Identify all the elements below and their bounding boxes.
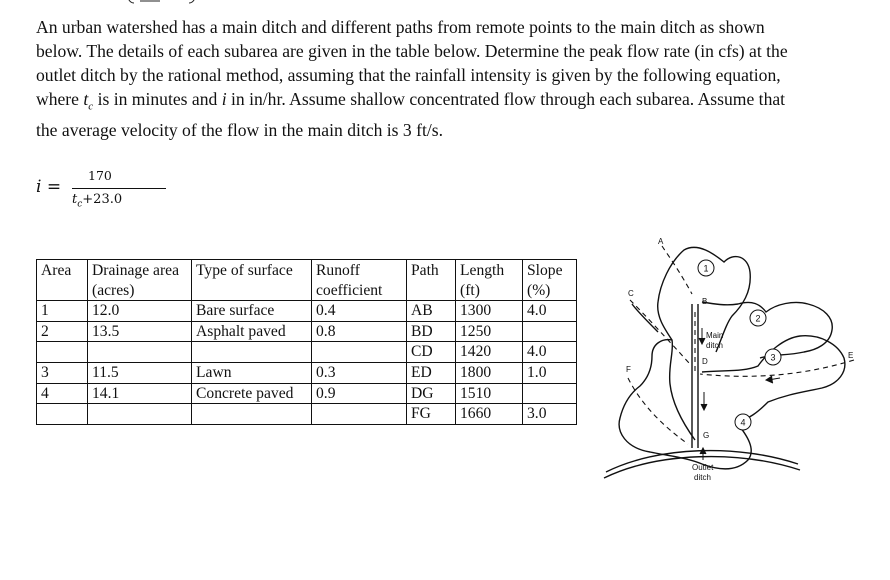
cell-area <box>37 404 88 425</box>
watershed-sketch <box>598 232 858 494</box>
cell-path: CD <box>407 342 456 363</box>
cell-path: AB <box>407 301 456 322</box>
point-c-label: C <box>628 289 634 298</box>
table-header-row <box>37 260 577 301</box>
subarea-table <box>36 259 577 425</box>
cell-area: 3 <box>37 362 88 383</box>
cell-drainage: 13.5 <box>88 321 192 342</box>
cell-slope <box>523 321 577 342</box>
cell-slope: 4.0 <box>523 342 577 363</box>
cell-path: ED <box>407 362 456 383</box>
cell-runoff <box>312 404 407 425</box>
header-area: Area <box>37 260 88 301</box>
flow-arrow-main-ditch <box>699 328 705 344</box>
outlet-ditch-label-1: Outlet <box>692 463 714 472</box>
table-row <box>37 342 577 363</box>
table-row <box>37 383 577 404</box>
flow-arrow-outlet <box>700 448 706 460</box>
cell-slope <box>523 383 577 404</box>
cell-runoff: 0.4 <box>312 301 407 322</box>
area-2-label: 2 <box>755 313 761 324</box>
cell-slope: 3.0 <box>523 404 577 425</box>
main-ditch-label-2: ditch <box>706 341 723 350</box>
cell-surface-type: Lawn <box>192 362 312 383</box>
cell-runoff: 0.3 <box>312 362 407 383</box>
point-d-label: D <box>702 357 708 366</box>
header-slope: Slope (%) <box>523 260 577 301</box>
cell-length: 1660 <box>456 404 523 425</box>
cell-surface-type: Concrete paved <box>192 383 312 404</box>
area-4-label: 4 <box>740 417 746 428</box>
equation-numerator: 170 <box>88 168 112 183</box>
cell-length: 1250 <box>456 321 523 342</box>
table-row <box>37 404 577 425</box>
cell-length: 1510 <box>456 383 523 404</box>
cell-surface-type: Asphalt paved <box>192 321 312 342</box>
cell-runoff: 0.9 <box>312 383 407 404</box>
point-b-label: B <box>702 297 708 306</box>
header-path: Path <box>407 260 456 301</box>
cell-path: DG <box>407 383 456 404</box>
cell-area: 4 <box>37 383 88 404</box>
cell-area <box>37 342 88 363</box>
table-row <box>37 321 577 342</box>
cell-drainage <box>88 342 192 363</box>
point-e-label: E <box>848 351 854 360</box>
fraction-bar <box>72 188 166 189</box>
flow-arrow-area-3 <box>766 376 780 383</box>
outlet-ditch-label-2: ditch <box>694 473 711 482</box>
subarea-left-boundary <box>632 304 658 332</box>
cell-surface-type <box>192 342 312 363</box>
cropped-text-remnant <box>0 0 890 6</box>
cell-surface-type: Bare surface <box>192 301 312 322</box>
point-g-label: G <box>703 431 710 440</box>
main-ditch-label-1: Main <box>706 331 724 340</box>
header-length: Length (ft) <box>456 260 523 301</box>
cell-area: 2 <box>37 321 88 342</box>
cell-surface-type <box>192 404 312 425</box>
flow-path-ab <box>662 246 692 294</box>
cell-drainage: 12.0 <box>88 301 192 322</box>
subarea-4-boundary <box>619 340 751 469</box>
subarea-1-boundary <box>658 247 751 440</box>
cell-drainage: 11.5 <box>88 362 192 383</box>
cell-runoff: 0.8 <box>312 321 407 342</box>
flow-path-cd <box>630 300 690 364</box>
cell-slope: 1.0 <box>523 362 577 383</box>
table-row <box>37 301 577 322</box>
cell-drainage <box>88 404 192 425</box>
header-drainage: Drainage area (acres) <box>88 260 192 301</box>
cell-length: 1300 <box>456 301 523 322</box>
header-surface-type: Type of surface <box>192 260 312 301</box>
equation-lhs: i = <box>36 177 62 197</box>
table-row <box>37 362 577 383</box>
equation-denominator: $t_c+23.0$ <box>72 192 123 210</box>
rainfall-intensity-equation <box>36 168 156 214</box>
flow-arrow-lower-ditch <box>701 392 707 410</box>
cell-path: BD <box>407 321 456 342</box>
cell-drainage: 14.1 <box>88 383 192 404</box>
cell-slope: 4.0 <box>523 301 577 322</box>
header-runoff: Runoff coefficient <box>312 260 407 301</box>
cell-length: 1420 <box>456 342 523 363</box>
cell-area: 1 <box>37 301 88 322</box>
point-a-label: A <box>658 237 664 246</box>
cell-length: 1800 <box>456 362 523 383</box>
cell-runoff <box>312 342 407 363</box>
point-f-label: F <box>626 365 631 374</box>
cell-path: FG <box>407 404 456 425</box>
area-1-label: 1 <box>703 263 709 274</box>
problem-statement: An urban watershed has a main ditch and different paths from remote points to the main ditch as shown below. The details of each subarea are given in the table below. Determine the peak flow rate (in cfs) at the outlet ditch by the rational method, assuming that the rainfall intensity is given by the following equation, where $t_c$ is in minutes and i in in/hr. Assume shallow concentrated flow through each subarea. Assume that the average velocity of the flow in the main ditch is 3 ft/s. <box>36 17 788 141</box>
area-3-label: 3 <box>770 352 776 363</box>
